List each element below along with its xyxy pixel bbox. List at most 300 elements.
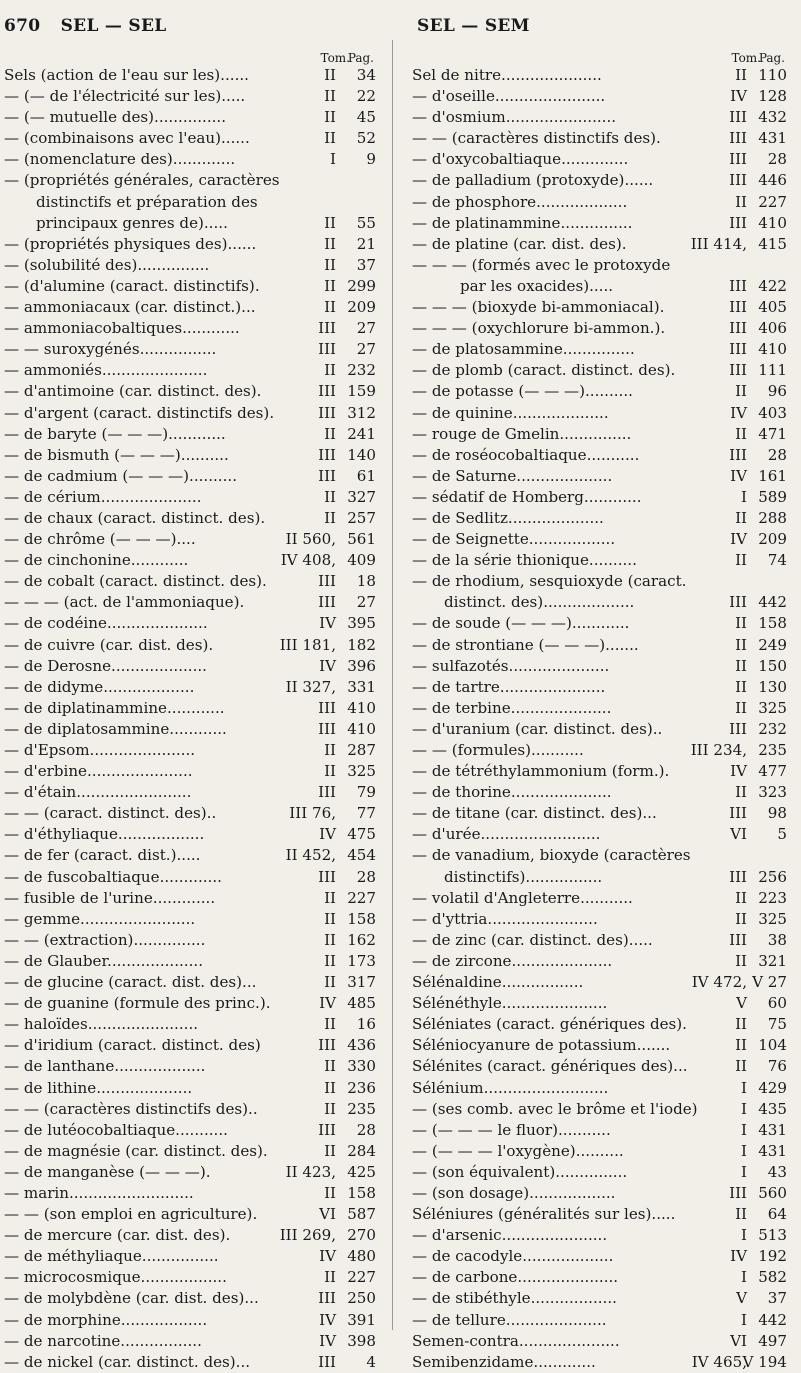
entry-volume: II <box>735 1057 747 1076</box>
entry-text: — de Saturne.................... <box>412 466 613 485</box>
index-entry <box>412 86 787 107</box>
entry-page: 312 <box>347 403 376 422</box>
entry-page: 61 <box>356 466 376 485</box>
left-running-head <box>4 16 167 36</box>
entry-text: — de stibéthyle.................. <box>412 1289 617 1308</box>
entry-text: — de soude (— — —)............ <box>412 614 630 633</box>
index-entry <box>4 86 376 107</box>
entry-page: 140 <box>347 445 376 464</box>
entry-page: 432 <box>758 108 787 127</box>
index-entry <box>4 656 376 677</box>
index-entry <box>412 930 787 951</box>
index-entry <box>412 635 787 656</box>
entry-volume: III <box>729 593 747 612</box>
entry-page: 436 <box>347 1036 376 1055</box>
entry-text: Sélénium.......................... <box>412 1078 609 1097</box>
entry-page: 236 <box>347 1078 376 1097</box>
entry-text: — de manganèse (— — —). <box>4 1162 211 1181</box>
entry-text: — d'antimoine (car. distinct. des). <box>4 382 262 401</box>
entry-volume: II 327, <box>285 677 336 696</box>
index-entry <box>412 1183 787 1204</box>
entry-text: — d'iridium (caract. distinct. des) <box>4 1036 261 1055</box>
entry-volume: II <box>735 698 747 717</box>
entry-volume: III <box>318 783 336 802</box>
index-entry <box>4 1014 376 1035</box>
entry-text: — de cuivre (car. dist. des). <box>4 635 214 654</box>
left-column-header <box>4 44 376 65</box>
entry-page: 158 <box>758 614 787 633</box>
entry-text: — d'urée......................... <box>412 825 601 844</box>
entry-volume: II <box>735 66 747 84</box>
entry-text: — de méthyliaque................ <box>4 1247 219 1266</box>
index-entry <box>4 1183 376 1204</box>
entry-page: 150 <box>758 656 787 675</box>
entry-volume: III <box>729 150 747 169</box>
entry-text: — d'arsenic...................... <box>412 1226 608 1245</box>
entry-page: 410 <box>347 698 376 717</box>
entry-volume: III <box>729 319 747 338</box>
index-entry <box>412 297 787 318</box>
index-entry <box>412 571 787 592</box>
entry-text: — de terbine..................... <box>412 698 612 717</box>
entry-page: 249 <box>758 635 787 654</box>
entry-text: Séléniates (caract. génériques des). <box>412 1015 687 1034</box>
entry-page: 110 <box>758 66 787 84</box>
index-entry <box>412 276 787 297</box>
entry-page: 75 <box>767 1015 787 1034</box>
entry-text: — de lanthane................... <box>4 1057 206 1076</box>
entry-text: — (nomenclature des)............. <box>4 150 236 169</box>
entry-page: 431 <box>758 1141 787 1160</box>
index-entry <box>4 1310 376 1331</box>
entry-volume: IV 465, <box>691 1352 747 1371</box>
index-entry <box>412 445 787 466</box>
entry-page: 442 <box>758 1310 787 1329</box>
entry-page: 28 <box>356 1120 376 1139</box>
entry-page: 162 <box>347 930 376 949</box>
entry-text: — de platinammine............... <box>412 213 633 232</box>
index-entry <box>412 1352 787 1373</box>
index-entry <box>412 170 787 191</box>
entry-text: — de strontiane (— — —)....... <box>412 635 639 654</box>
entry-page: 161 <box>758 466 787 485</box>
entry-page: 431 <box>758 1120 787 1139</box>
entry-text: — ammoniacaux (car. distinct.)... <box>4 298 256 317</box>
entry-page: 422 <box>758 276 787 295</box>
entry-volume: III <box>318 698 336 717</box>
index-entry <box>4 170 376 191</box>
entry-page: 79 <box>356 783 376 802</box>
entry-text: — — — (act. de l'ammoniaque). <box>4 593 245 612</box>
index-entry <box>4 719 376 740</box>
index-entry <box>412 339 787 360</box>
entry-volume: IV <box>730 762 747 781</box>
entry-volume: II <box>324 213 336 232</box>
entry-volume: II 452, <box>285 846 336 865</box>
entry-text: — de vanadium, bioxyde (caractères <box>412 846 691 865</box>
entry-page: 270 <box>347 1226 376 1245</box>
entry-volume: I <box>741 1310 747 1329</box>
entry-page: V 27 <box>752 973 787 992</box>
index-entry <box>4 529 376 550</box>
index-entry <box>4 635 376 656</box>
entry-volume: II <box>324 508 336 527</box>
index-entry <box>4 65 376 86</box>
entry-volume: III <box>318 466 336 485</box>
entry-page: 325 <box>347 762 376 781</box>
index-entry <box>412 403 787 424</box>
entry-page: 250 <box>347 1289 376 1308</box>
entry-text: — d'Epsom...................... <box>4 741 196 759</box>
entry-page: 587 <box>347 1205 376 1224</box>
entry-text: — (son dosage).................. <box>412 1183 616 1202</box>
entry-page: 232 <box>347 361 376 380</box>
entry-volume: III <box>729 930 747 949</box>
index-entry <box>412 234 787 255</box>
entry-volume: IV <box>319 656 336 675</box>
entry-volume: III <box>729 361 747 380</box>
entry-volume: II <box>324 487 336 506</box>
entry-text: — de lithine.................... <box>4 1078 193 1097</box>
index-entry <box>4 360 376 381</box>
entry-text: — de diplatinammine............ <box>4 698 225 717</box>
entry-page: 227 <box>347 1268 376 1287</box>
entry-text: — d'yttria....................... <box>412 909 598 928</box>
index-entry <box>4 128 376 149</box>
entry-page: 317 <box>347 973 376 992</box>
entry-volume: III <box>318 593 336 612</box>
index-entry <box>4 1141 376 1162</box>
entry-page: 435 <box>758 1099 787 1118</box>
entry-page: 561 <box>347 530 376 549</box>
entry-text: — de Derosne.................... <box>4 656 207 675</box>
entry-volume: IV 408, <box>280 551 336 570</box>
entry-text: — (propriétés physiques des)...... <box>4 234 257 253</box>
entry-text: — de bismuth (— — —).......... <box>4 445 229 464</box>
index-entry <box>4 339 376 360</box>
index-entry <box>412 740 787 761</box>
entry-volume: II <box>735 909 747 928</box>
index-entry <box>412 824 787 845</box>
entry-volume: III 414, <box>690 234 747 253</box>
entry-page: 477 <box>758 762 787 781</box>
entry-volume: II <box>324 930 336 949</box>
entry-text: — d'argent (caract. distinctifs des). <box>4 403 275 422</box>
index-entry <box>412 65 787 86</box>
entry-page: 16 <box>356 1015 376 1034</box>
entry-page: 4 <box>366 1352 376 1371</box>
entry-volume: II <box>735 551 747 570</box>
entry-volume: III <box>729 340 747 359</box>
entry-volume: I <box>741 1120 747 1139</box>
entry-page: 45 <box>356 108 376 127</box>
entry-page: 471 <box>758 424 787 443</box>
entry-text: — de titane (car. distinct. des)... <box>412 804 657 823</box>
entry-text: — d'osmium....................... <box>412 108 617 127</box>
entry-text: — de fuscobaltiaque............. <box>4 867 222 886</box>
entry-volume: II <box>324 1078 336 1097</box>
entry-text: — — (caractères distinctifs des).. <box>4 1099 258 1118</box>
right-column <box>412 44 787 1373</box>
index-entry <box>412 613 787 634</box>
entry-text: — de chaux (caract. distinct. des). <box>4 508 266 527</box>
entry-page: 128 <box>758 87 787 106</box>
entry-text: Sélénaldine................. <box>412 973 584 992</box>
index-entry <box>412 255 787 276</box>
entry-volume: IV <box>730 530 747 549</box>
entry-text: — de potasse (— — —).......... <box>412 382 633 401</box>
entry-volume: IV <box>730 466 747 485</box>
entry-text: — de zinc (car. distinct. des)..... <box>412 930 653 949</box>
index-entry <box>4 403 376 424</box>
entry-text: — — — (formés avec le protoxyde <box>412 255 671 274</box>
pag-label: Pag. <box>758 51 785 65</box>
index-entry <box>412 424 787 445</box>
entry-volume: II <box>324 973 336 992</box>
entry-volume: II <box>324 361 336 380</box>
entry-text: distinctifs et préparation des <box>36 192 258 211</box>
entry-text: — de thorine..................... <box>412 783 612 802</box>
entry-page: 391 <box>347 1310 376 1329</box>
index-entry <box>4 930 376 951</box>
index-entry <box>412 1014 787 1035</box>
index-entry <box>412 867 787 888</box>
entry-page: 257 <box>347 508 376 527</box>
entry-volume: II <box>324 909 336 928</box>
entry-text: — fusible de l'urine............. <box>4 888 216 907</box>
entry-page: 158 <box>347 1183 376 1202</box>
entry-page: 425 <box>347 1162 376 1181</box>
entry-page: 325 <box>758 698 787 717</box>
entry-text: — gemme........................ <box>4 909 196 928</box>
index-entry <box>4 1288 376 1309</box>
entry-page: 429 <box>758 1078 787 1097</box>
index-entry <box>4 550 376 571</box>
entry-page: 227 <box>758 192 787 211</box>
index-entry <box>4 803 376 824</box>
entry-volume: IV <box>319 825 336 844</box>
entry-volume: II <box>735 888 747 907</box>
entry-volume: IV <box>319 1247 336 1266</box>
entry-text: — rouge de Gmelin............... <box>412 424 632 443</box>
entry-text: — de roséocobaltiaque........... <box>412 445 640 464</box>
index-entry <box>4 297 376 318</box>
entry-volume: II <box>324 1099 336 1118</box>
entry-volume: III <box>318 340 336 359</box>
index-entry <box>4 424 376 445</box>
entry-page: 9 <box>366 150 376 169</box>
index-entry <box>412 782 787 803</box>
entry-text: — de quinine.................... <box>412 403 609 422</box>
entry-text: — — (caractères distinctifs des). <box>412 129 661 148</box>
entry-page: 18 <box>356 572 376 591</box>
entry-volume: I <box>741 1226 747 1245</box>
index-entry <box>4 993 376 1014</box>
entry-text: — de tartre...................... <box>412 677 606 696</box>
entry-volume: III <box>729 129 747 148</box>
entry-text: — marin.......................... <box>4 1183 194 1202</box>
entry-page: 560 <box>758 1183 787 1202</box>
entry-volume: II <box>324 1183 336 1202</box>
entry-text: — de mercure (car. dist. des). <box>4 1226 231 1245</box>
index-entry <box>412 128 787 149</box>
entry-volume: II <box>735 677 747 696</box>
entry-page: V 194 <box>742 1352 787 1371</box>
entry-volume: VI <box>319 1205 336 1224</box>
index-entry <box>4 1204 376 1225</box>
index-entry <box>4 1056 376 1077</box>
entry-volume: III <box>318 1120 336 1139</box>
entry-volume: V <box>736 1289 747 1308</box>
entry-page: 74 <box>767 551 787 570</box>
entry-volume: II <box>735 1036 747 1055</box>
index-entry <box>4 909 376 930</box>
entry-volume: II 560, <box>285 530 336 549</box>
entry-text: — microcosmique.................. <box>4 1268 227 1287</box>
index-entry <box>4 213 376 234</box>
entry-text: — de chrôme (— — —).... <box>4 530 196 549</box>
index-entry <box>412 213 787 234</box>
index-entry <box>4 276 376 297</box>
entry-text: — d'erbine...................... <box>4 762 193 781</box>
entry-volume: IV <box>319 614 336 633</box>
index-entry <box>4 107 376 128</box>
entry-page: 223 <box>758 888 787 907</box>
entry-page: 241 <box>347 424 376 443</box>
entry-page: 158 <box>347 909 376 928</box>
entry-text: Sel de nitre..................... <box>412 66 602 84</box>
entry-volume: II <box>324 1268 336 1287</box>
entry-page: 21 <box>356 234 376 253</box>
entry-page: 37 <box>356 255 376 274</box>
entry-page: 182 <box>347 635 376 654</box>
entry-volume: II <box>324 108 336 127</box>
entry-volume: III <box>318 403 336 422</box>
entry-volume: III <box>318 867 336 886</box>
entry-volume: I <box>330 150 336 169</box>
entry-page: 77 <box>356 804 376 823</box>
index-entry <box>412 466 787 487</box>
entry-page: 232 <box>758 719 787 738</box>
right-title: SEL — SEM <box>417 16 530 36</box>
entry-page: 398 <box>347 1331 376 1350</box>
entry-volume: II <box>324 424 336 443</box>
entry-text: principaux genres de)..... <box>36 213 228 232</box>
entry-page: 22 <box>356 87 376 106</box>
entry-volume: IV <box>730 403 747 422</box>
entry-volume: II <box>324 762 336 781</box>
entry-text: — (— mutuelle des)............... <box>4 108 227 127</box>
entry-volume: II <box>735 192 747 211</box>
index-entry <box>412 1120 787 1141</box>
index-entry <box>4 234 376 255</box>
entry-page: 284 <box>347 1141 376 1160</box>
index-entry <box>412 1331 787 1352</box>
entry-text: — sulfazotés..................... <box>412 656 610 675</box>
entry-volume: III <box>318 1352 336 1371</box>
entry-page: 287 <box>347 741 376 759</box>
entry-volume: III <box>729 213 747 232</box>
entry-page: 405 <box>758 298 787 317</box>
entry-text: — de cinchonine............ <box>4 551 189 570</box>
entry-text: distinct. des)................... <box>444 593 635 612</box>
entry-page: 485 <box>347 994 376 1013</box>
entry-page: 256 <box>758 867 787 886</box>
index-entry <box>412 149 787 170</box>
index-entry <box>412 592 787 613</box>
index-entry <box>412 1204 787 1225</box>
index-entry <box>4 592 376 613</box>
index-entry <box>412 192 787 213</box>
entry-page: 330 <box>347 1057 376 1076</box>
entry-text: — — — (bioxyde bi-ammoniacal). <box>412 298 665 317</box>
entry-volume: III <box>729 276 747 295</box>
entry-text: par les oxacides)..... <box>460 276 614 295</box>
entry-page: 28 <box>356 867 376 886</box>
entry-volume: I <box>741 487 747 506</box>
entry-page: 475 <box>347 825 376 844</box>
entry-text: — de tellure..................... <box>412 1310 607 1329</box>
index-entry <box>412 529 787 550</box>
entry-volume: III <box>729 171 747 190</box>
entry-text: — de Sedlitz.................... <box>412 508 604 527</box>
entry-volume: III 76, <box>289 804 336 823</box>
entry-volume: I <box>741 1268 747 1287</box>
tom-label: Tom. <box>731 51 761 65</box>
index-entry <box>4 698 376 719</box>
entry-text: — (— de l'électricité sur les)..... <box>4 87 246 106</box>
entry-volume: II <box>735 614 747 633</box>
index-entry <box>412 360 787 381</box>
entry-text: — de carbone..................... <box>412 1268 619 1287</box>
entry-page: 98 <box>767 804 787 823</box>
index-entry <box>4 1120 376 1141</box>
index-entry <box>4 972 376 993</box>
entry-page: 410 <box>758 340 787 359</box>
entry-text: — ammoniacobaltiques............ <box>4 319 240 338</box>
index-entry <box>412 318 787 339</box>
index-entry <box>4 1078 376 1099</box>
index-entry <box>4 318 376 339</box>
index-entry <box>4 192 376 213</box>
entry-volume: III <box>318 445 336 464</box>
entry-volume: II <box>324 234 336 253</box>
entry-text: — de narcotine................. <box>4 1331 202 1350</box>
entry-volume: II <box>735 1015 747 1034</box>
entry-volume: I <box>741 1099 747 1118</box>
entry-page: 192 <box>758 1247 787 1266</box>
entry-page: 396 <box>347 656 376 675</box>
index-entry <box>412 1141 787 1162</box>
entry-text: — (ses comb. avec le brôme et l'iode) <box>412 1099 698 1118</box>
entry-text: — haloïdes....................... <box>4 1015 199 1034</box>
entry-volume: II <box>735 656 747 675</box>
index-entry <box>412 719 787 740</box>
entry-volume: I <box>741 1162 747 1181</box>
entry-page: 28 <box>767 445 787 464</box>
entry-text: — d'éthyliaque.................. <box>4 825 205 844</box>
entry-text: — de codéine..................... <box>4 614 208 633</box>
entry-volume: III 234, <box>690 741 747 759</box>
entry-page: 323 <box>758 783 787 802</box>
right-column-header <box>412 44 787 65</box>
entry-page: 431 <box>758 129 787 148</box>
tom-label: Tom. <box>320 51 350 65</box>
entry-page: 27 <box>356 593 376 612</box>
entry-text: Sélénéthyle...................... <box>412 994 608 1013</box>
entry-text: — de didyme................... <box>4 677 195 696</box>
entry-text: — de cacodyle................... <box>412 1247 614 1266</box>
